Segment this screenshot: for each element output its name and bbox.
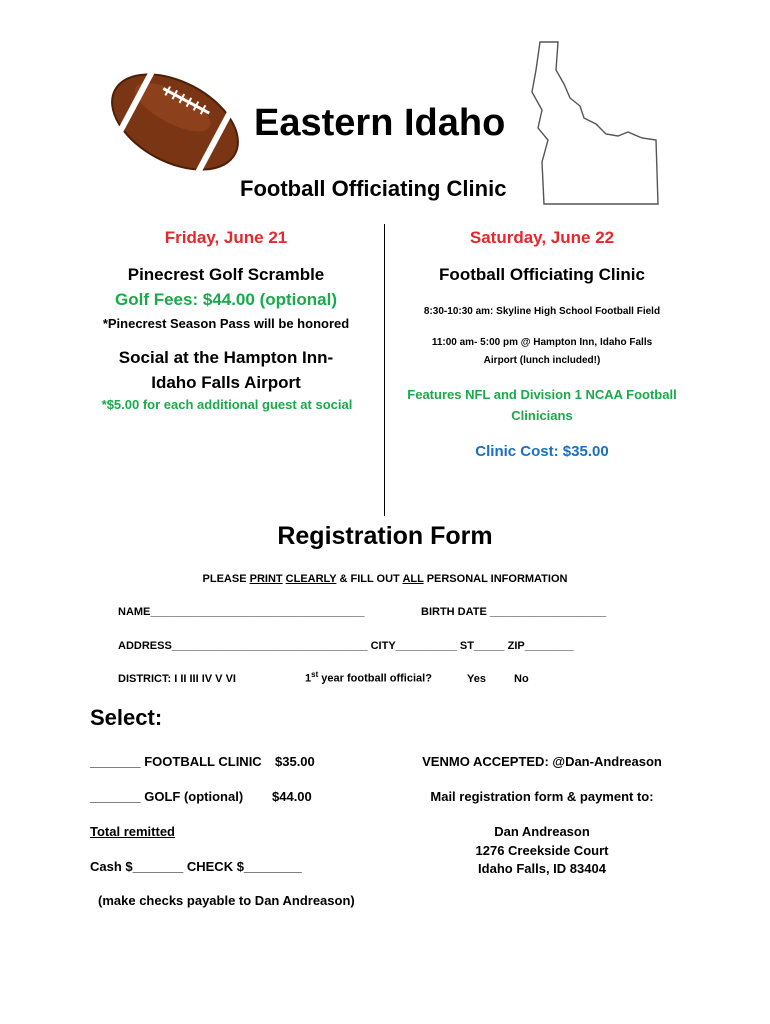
session-1: 8:30-10:30 am: Skyline High School Football Field [423,306,661,317]
page-title: Eastern Idaho [254,102,506,144]
payable-note: (make checks payable to Dan Andreason) [98,893,355,908]
features-line1: Features NFL and Division 1 NCAA Football [407,387,677,402]
friday-event: Pinecrest Golf Scramble [127,265,325,284]
season-pass-note: *Pinecrest Season Pass will be honored [102,316,350,331]
page-subtitle: Football Officiating Clinic [240,176,507,201]
guest-fee-note: *$5.00 for each additional guest at social [101,397,353,412]
venmo-note: VENMO ACCEPTED: @Dan-Andreason [422,754,662,769]
saturday-event: Football Officiating Clinic [439,265,645,284]
clinic-cost: Clinic Cost: $35.00 [475,443,609,460]
social-location-line1: Social at the Hampton Inn- [118,348,334,367]
features-line2: Clinicians [511,408,573,423]
golf-fees: Golf Fees: $44.00 (optional) [115,290,337,309]
address-field[interactable]: ADDRESS________________________________ CITY__________ ST_____ ZIP________ [118,640,574,652]
social-location-line2: Idaho Falls Airport [151,373,301,392]
total-remitted: Total remitted [90,824,175,839]
yes-option[interactable]: Yes [467,673,486,685]
mailing-city: Idaho Falls, ID 83404 [478,861,606,876]
idaho-state-outline [510,40,660,206]
mailing-street: 1276 Creekside Court [475,843,609,858]
registration-instructions: PLEASE PRINT CLEARLY & FILL OUT ALL PERSONAL INFORMATION [202,573,568,585]
first-year-question: 1st year football official? [305,670,432,685]
session-2-line1: 11:00 am- 5:00 pm @ Hampton Inn, Idaho Falls [431,337,653,348]
friday-date: Friday, June 21 [164,228,288,247]
no-option[interactable]: No [514,673,529,685]
saturday-date: Saturday, June 22 [469,228,615,247]
golf-price: $44.00 [272,789,312,804]
select-heading: Select: [90,705,163,730]
registration-title: Registration Form [277,522,493,550]
mail-instruction: Mail registration form & payment to: [430,789,654,804]
golf-line[interactable]: _______ GOLF (optional) [90,789,244,804]
birth-date-field[interactable]: BIRTH DATE ___________________ [421,606,607,618]
column-divider [384,224,385,516]
football-icon [104,66,246,178]
district-options[interactable]: DISTRICT: I II III IV V VI [118,673,236,685]
mailing-name: Dan Andreason [494,824,590,839]
name-field[interactable]: NAME___________________________________ [118,606,365,618]
football-clinic-price: $35.00 [275,754,315,769]
session-2-line2: Airport (lunch included!) [483,355,601,366]
cash-check-line[interactable]: Cash $_______ CHECK $________ [90,859,302,874]
football-clinic-line[interactable]: _______ FOOTBALL CLINIC [90,754,262,769]
